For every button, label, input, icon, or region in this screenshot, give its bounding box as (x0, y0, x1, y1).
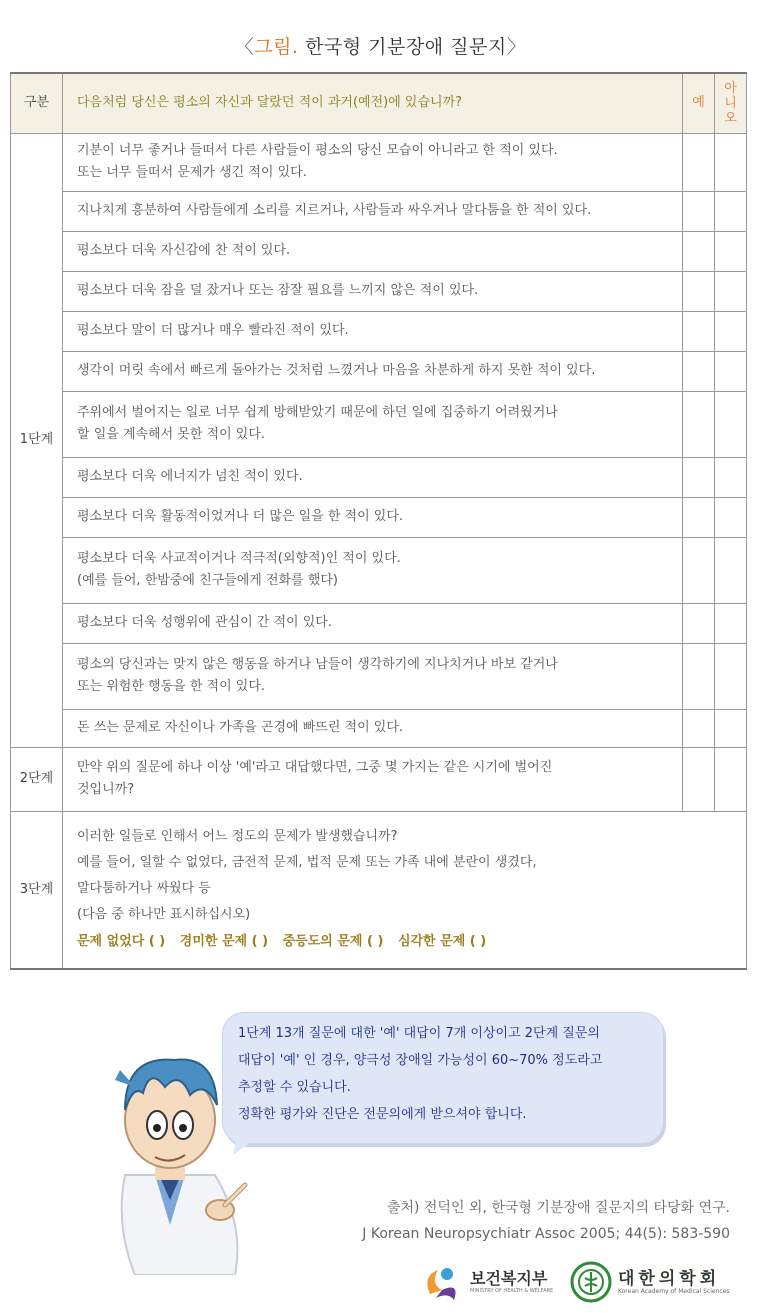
stage2-no-cell[interactable] (715, 747, 747, 811)
answer-yes-cell[interactable] (683, 133, 715, 191)
stage1-question (63, 271, 683, 311)
stage3-row (11, 811, 747, 969)
bubble-line-1: 1단계 13개 질문에 대한 '예' 대답이 7개 이상이고 2단계 질문의 (238, 1026, 600, 1041)
title-open-bracket: 〈 (234, 36, 255, 58)
footer-logos (420, 1258, 740, 1308)
answer-no-cell[interactable] (715, 537, 747, 603)
kams-logo-text: 대한의학회 (618, 1269, 721, 1289)
source-line-1: 출처) 전덕인 외, 한국형 기분장애 질문지의 타당화 연구. (386, 1200, 730, 1216)
stage3-line-4: (다음 중 하나만 표시하십시오) (77, 906, 251, 922)
answer-yes-cell[interactable] (683, 191, 715, 231)
stage2-label: 2단계 (11, 747, 63, 811)
stage1-question-row (11, 537, 747, 603)
answer-yes-cell[interactable] (683, 231, 715, 271)
header-no-label: 아니오 (724, 80, 737, 126)
answer-yes-cell[interactable] (683, 497, 715, 537)
answer-no-cell[interactable] (715, 271, 747, 311)
kams-logo-icon (570, 1260, 612, 1304)
stage2-line-1: 만약 위의 질문에 하나 이상 '예'라고 대답했다면, 그중 몇 가지는 같은 시기에 벌어진 (77, 760, 553, 775)
source-line-2: J Korean Neuropsychiatr Assoc 2005; 44(5): 583-590 (362, 1226, 730, 1242)
stage1-question-row (11, 643, 747, 709)
stage1-question-row (11, 133, 747, 191)
stage1-question-row (11, 311, 747, 351)
questionnaire-table (10, 72, 747, 970)
stage3-line-2: 예를 들어, 일할 수 없었다, 금전적 문제, 법적 문제 또는 가족 내에 분란이 생겼다, (77, 854, 537, 870)
stage1-question-row (11, 191, 747, 231)
mohw-logo-text: 보건복지부 (470, 1269, 548, 1288)
answer-no-cell[interactable] (715, 191, 747, 231)
header-no (715, 73, 747, 133)
stage1-question-line: 평소보다 더욱 자신감에 찬 적이 있다. (77, 243, 291, 258)
header-yes: 예 (683, 73, 715, 133)
stage1-question (63, 191, 683, 231)
answer-no-cell[interactable] (715, 311, 747, 351)
title-close-bracket: 〉 (506, 36, 527, 58)
mohw-logo-icon (420, 1264, 462, 1304)
answer-no-cell[interactable] (715, 457, 747, 497)
option-minor-problem[interactable]: 경미한 문제 ( ) (179, 933, 269, 949)
stage1-question (63, 311, 683, 351)
stage1-question-line: 돈 쓰는 문제로 자신이나 가족을 곤경에 빠뜨린 적이 있다. (77, 720, 404, 735)
stage1-question-line: 평소보다 더욱 잠을 덜 잤거나 또는 잠잘 필요를 느끼지 않은 적이 있다. (77, 283, 479, 298)
source-citation (300, 1195, 730, 1247)
stage1-question (63, 537, 683, 603)
answer-yes-cell[interactable] (683, 271, 715, 311)
title-text: 한국형 기분장애 질문지 (298, 36, 507, 58)
answer-no-cell[interactable] (715, 603, 747, 643)
stage1-label: 1단계 (11, 133, 63, 747)
stage1-question (63, 643, 683, 709)
stage1-question-row (11, 351, 747, 391)
mohw-logo-subtext: MINISTRY OF HEALTH & WELFARE (470, 1288, 554, 1294)
answer-no-cell[interactable] (715, 351, 747, 391)
stage1-question-row (11, 391, 747, 457)
stage1-question (63, 497, 683, 537)
answer-yes-cell[interactable] (683, 537, 715, 603)
stage3-options (77, 928, 738, 956)
answer-no-cell[interactable] (715, 643, 747, 709)
title-accent: 그림. (254, 36, 299, 58)
stage1-question-line: (예를 들어, 한밤중에 친구들에게 전화를 했다) (77, 573, 338, 588)
answer-no-cell[interactable] (715, 497, 747, 537)
stage3-line-3: 말다툼하거나 싸웠다 등 (77, 880, 211, 896)
stage3-line-1: 이러한 일들로 인해서 어느 정도의 문제가 발생했습니까? (77, 828, 398, 844)
answer-no-cell[interactable] (715, 231, 747, 271)
stage1-question-line: 평소보다 더욱 에너지가 넘친 적이 있다. (77, 469, 303, 484)
stage1-body (11, 133, 747, 747)
stage1-question (63, 457, 683, 497)
stage3-content (63, 811, 747, 969)
answer-yes-cell[interactable] (683, 391, 715, 457)
answer-no-cell[interactable] (715, 133, 747, 191)
option-serious-problem[interactable]: 심각한 문제 ( ) (397, 933, 487, 949)
answer-no-cell[interactable] (715, 391, 747, 457)
header-stage: 구분 (11, 73, 63, 133)
speech-bubble-text (238, 1020, 658, 1128)
stage1-question (63, 391, 683, 457)
stage1-question (63, 231, 683, 271)
stage1-question-row (11, 603, 747, 643)
stage1-question-row (11, 497, 747, 537)
stage1-question-line: 기분이 너무 좋거나 들떠서 다른 사람들이 평소의 당신 모습이 아니라고 한 적이 있다. (77, 143, 558, 158)
stage1-question-line: 평소의 당신과는 맞지 않은 행동을 하거나 남들이 생각하기에 지나치거나 바보 같거나 (77, 657, 558, 672)
stage1-question-row (11, 231, 747, 271)
answer-yes-cell[interactable] (683, 311, 715, 351)
kams-logo-subtext: Korean Academy of Medical Sciences (618, 1288, 730, 1295)
stage1-question-row (11, 709, 747, 747)
stage1-question (63, 603, 683, 643)
answer-yes-cell[interactable] (683, 643, 715, 709)
answer-yes-cell[interactable] (683, 709, 715, 747)
stage3-label: 3단계 (11, 811, 63, 969)
header-question: 다음처럼 당신은 평소의 자신과 달랐던 적이 과거(예전)에 있습니까? (63, 73, 683, 133)
bubble-line-3: 추정할 수 있습니다. (238, 1080, 351, 1095)
bubble-line-2: 대답이 '예' 인 경우, 양극성 장애일 가능성이 60~70% 정도라고 (238, 1053, 603, 1068)
stage1-question-line: 평소보다 더욱 사교적이거나 적극적(외향적)인 적이 있다. (77, 551, 401, 566)
stage1-question-line: 지나치게 흥분하여 사람들에게 소리를 지르거나, 사람들과 싸우거나 말다툼을 한 적이 있다. (77, 203, 592, 218)
stage1-question-line: 평소보다 더욱 성행위에 관심이 간 적이 있다. (77, 615, 332, 630)
stage1-question-line: 평소보다 더욱 활동적이었거나 더 많은 일을 한 적이 있다. (77, 509, 404, 524)
stage1-question-line: 주위에서 벌어지는 일로 너무 쉽게 방해받았기 때문에 하던 일에 집중하기 어려웠거나 (77, 405, 558, 420)
stage1-question (63, 709, 683, 747)
option-no-problem[interactable]: 문제 없었다 ( ) (77, 933, 166, 949)
stage1-question (63, 351, 683, 391)
stage2-row (11, 747, 747, 811)
answer-yes-cell[interactable] (683, 603, 715, 643)
answer-yes-cell[interactable] (683, 351, 715, 391)
stage1-question-row (11, 457, 747, 497)
page-title (0, 32, 761, 59)
stage2-yes-cell[interactable] (683, 747, 715, 811)
answer-no-cell[interactable] (715, 709, 747, 747)
stage1-question-line: 평소보다 말이 더 많거나 매우 빨라진 적이 있다. (77, 323, 349, 338)
option-moderate-problem[interactable]: 중등도의 문제 ( ) (282, 933, 384, 949)
stage1-question-line: 생각이 머릿 속에서 빠르게 돌아가는 것처럼 느꼈거나 마음을 차분하게 하지 못한 적이 있다. (77, 363, 596, 378)
answer-yes-cell[interactable] (683, 457, 715, 497)
bubble-line-4: 정확한 평가와 진단은 전문의에게 받으셔야 합니다. (238, 1107, 527, 1122)
stage1-question-row (11, 271, 747, 311)
stage2-question (63, 747, 683, 811)
stage2-line-2: 것입니까? (77, 782, 135, 797)
stage1-question (63, 133, 683, 191)
stage1-question-line: 또는 위험한 행동을 한 적이 있다. (77, 679, 266, 694)
table-header-row (11, 73, 747, 133)
stage1-question-line: 할 일을 계속해서 못한 적이 있다. (77, 427, 266, 442)
stage1-question-line: 또는 너무 들떠서 문제가 생긴 적이 있다. (77, 165, 307, 180)
